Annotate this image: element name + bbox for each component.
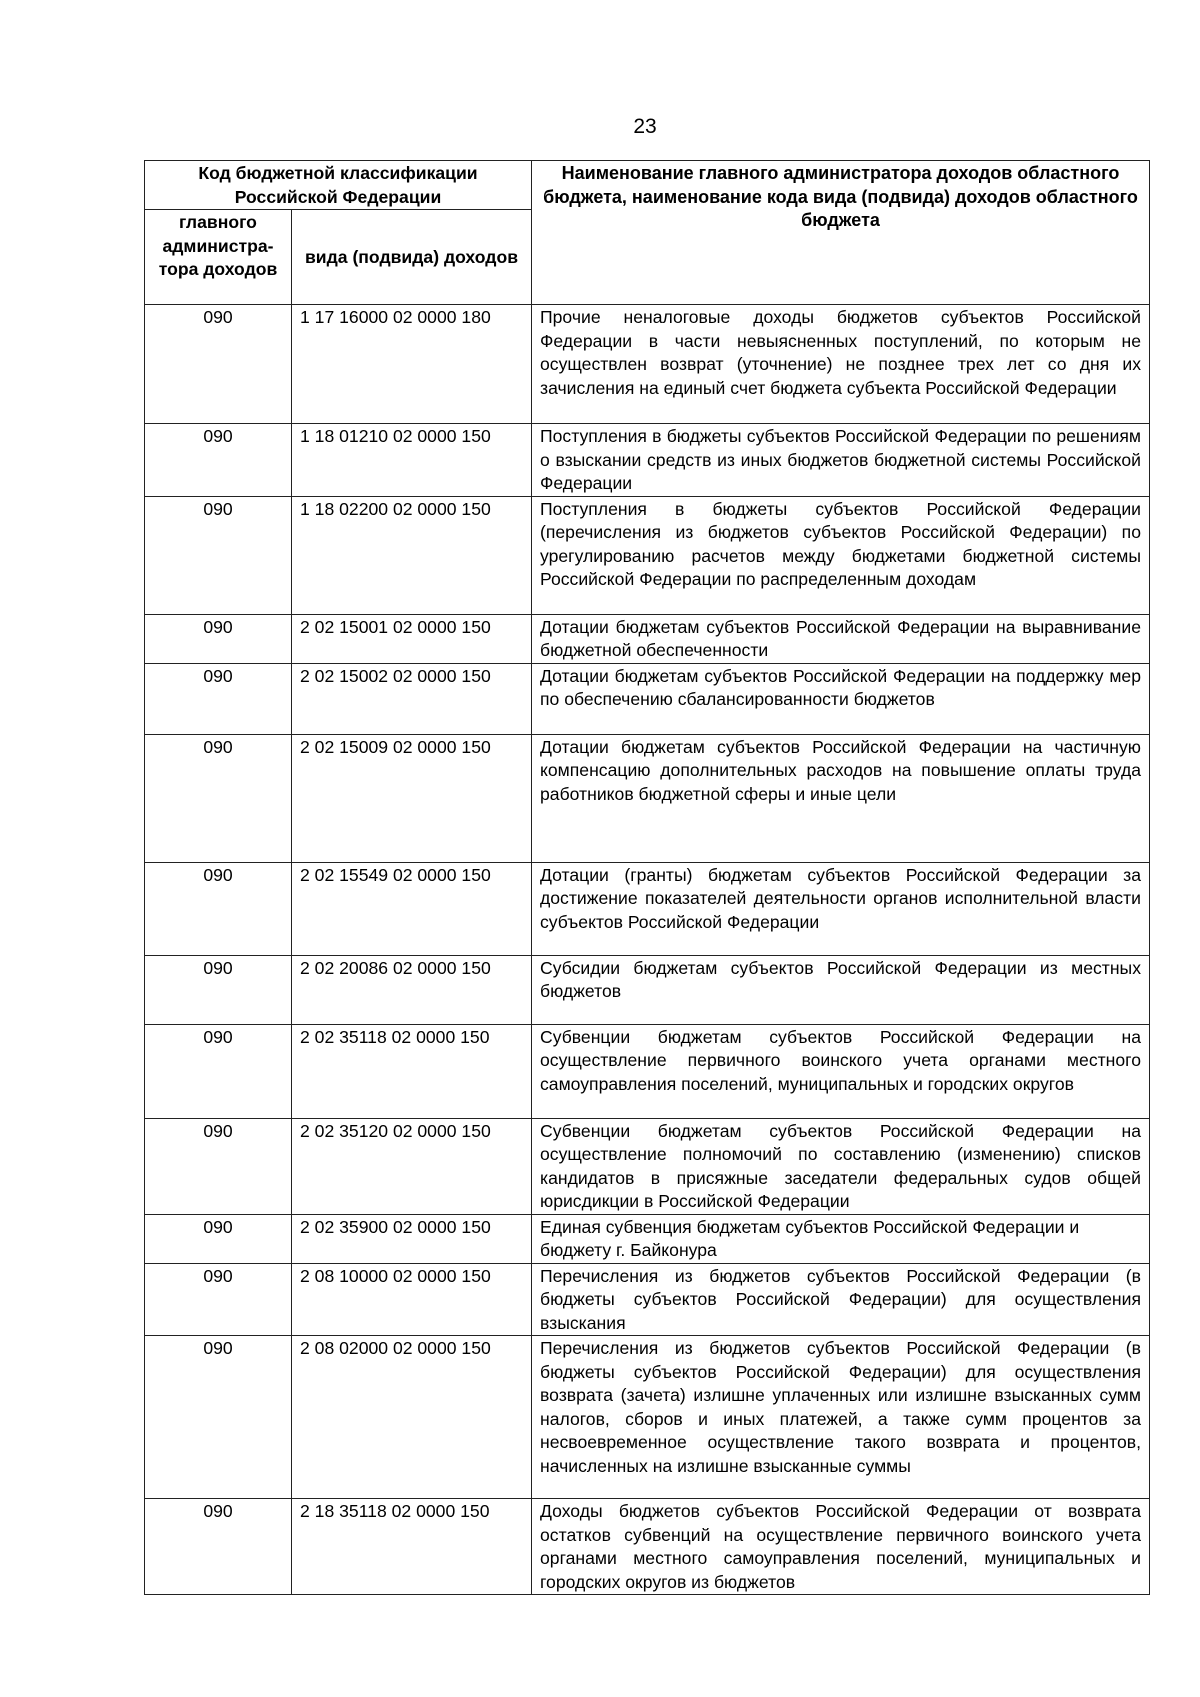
income-code-cell: 1 18 02200 02 0000 150 — [292, 496, 532, 614]
income-code-cell: 2 18 35118 02 0000 150 — [292, 1499, 532, 1595]
income-code-cell: 2 02 15002 02 0000 150 — [292, 663, 532, 734]
description-cell: Субвенции бюджетам субъектов Российской Федерации на осуществление первичного воинского учета органами местного самоуправления поселений, муниципальных и городских округов — [532, 1024, 1150, 1118]
description-cell: Поступления в бюджеты субъектов Российской Федерации по решениям о взыскании средств из иных бюджетов бюджетной системы Российской Федерации — [532, 424, 1150, 497]
header-col-name: Наименование главного администратора доходов областного бюджета, наименование кода вида (подвида) доходов областного бюджета — [532, 161, 1150, 305]
description-cell: Субсидии бюджетам субъектов Российской Федерации из местных бюджетов — [532, 955, 1150, 1024]
description-cell: Дотации бюджетам субъектов Российской Федерации на поддержку мер по обеспечению сбалансированности бюджетов — [532, 663, 1150, 734]
page-number: 23 — [633, 115, 657, 138]
income-code-cell: 2 02 15009 02 0000 150 — [292, 734, 532, 862]
table-row — [145, 734, 1150, 862]
admin-code-cell: 090 — [145, 955, 292, 1024]
table-row — [145, 862, 1150, 955]
admin-code-cell: 090 — [145, 1499, 292, 1595]
header-col-admin: главного администра-тора доходов — [145, 210, 292, 305]
table-row — [145, 1499, 1150, 1595]
income-code-cell: 2 02 15549 02 0000 150 — [292, 862, 532, 955]
income-code-cell: 2 08 10000 02 0000 150 — [292, 1263, 532, 1336]
admin-code-cell: 090 — [145, 663, 292, 734]
admin-code-cell: 090 — [145, 1024, 292, 1118]
admin-code-cell: 090 — [145, 1118, 292, 1214]
income-code-cell: 1 18 01210 02 0000 150 — [292, 424, 532, 497]
table-row — [145, 1214, 1150, 1263]
description-cell: Доходы бюджетов субъектов Российской Федерации от возврата остатков субвенций на осуществление первичного воинского учета органами местного самоуправления поселений, муниципальных и городских округов из бюджетов — [532, 1499, 1150, 1595]
table-row — [145, 1336, 1150, 1499]
description-cell: Поступления в бюджеты субъектов Российской Федерации (перечисления из бюджетов субъектов Российской Федерации) по урегулированию расчетов между бюджетами бюджетной системы Российской Федерации по распределенным доходам — [532, 496, 1150, 614]
income-code-cell: 2 02 35120 02 0000 150 — [292, 1118, 532, 1214]
header-group-title: Код бюджетной классификации Российской Федерации — [145, 161, 532, 210]
description-cell: Дотации бюджетам субъектов Российской Федерации на выравнивание бюджетной обеспеченности — [532, 614, 1150, 663]
admin-code-cell: 090 — [145, 734, 292, 862]
description-cell: Перечисления из бюджетов субъектов Российской Федерации (в бюджеты субъектов Российской Федерации) для осуществления возврата (зачета) излишне уплаченных или излишне взысканных сумм налогов, сборов и иных платежей, а также сумм процентов за несвоевременное осуществление такого возврата и процентов, начисленных на излишне взысканные суммы — [532, 1336, 1150, 1499]
admin-code-cell: 090 — [145, 862, 292, 955]
admin-code-cell: 090 — [145, 305, 292, 424]
table-row — [145, 305, 1150, 424]
table-row — [145, 955, 1150, 1024]
description-cell: Перечисления из бюджетов субъектов Российской Федерации (в бюджеты субъектов Российской Федерации) для осуществления взыскания — [532, 1263, 1150, 1336]
table-row — [145, 1263, 1150, 1336]
table-row — [145, 424, 1150, 497]
admin-code-cell: 090 — [145, 496, 292, 614]
header-col-type: вида (подвида) доходов — [292, 210, 532, 305]
income-code-cell: 2 08 02000 02 0000 150 — [292, 1336, 532, 1499]
admin-code-cell: 090 — [145, 424, 292, 497]
income-code-cell: 2 02 20086 02 0000 150 — [292, 955, 532, 1024]
admin-code-cell: 090 — [145, 1214, 292, 1263]
description-cell: Прочие неналоговые доходы бюджетов субъектов Российской Федерации в части невыясненных поступлений, по которым не осуществлен возврат (уточнение) не позднее трех лет со дня их зачисления на единый счет бюджета субъекта Российской Федерации — [532, 305, 1150, 424]
budget-classification-table — [144, 160, 1150, 1595]
admin-code-cell: 090 — [145, 1263, 292, 1336]
table-row — [145, 614, 1150, 663]
admin-code-cell: 090 — [145, 1336, 292, 1499]
income-code-cell: 1 17 16000 02 0000 180 — [292, 305, 532, 424]
description-cell: Единая субвенция бюджетам субъектов Российской Федерации и бюджету г. Байконура — [532, 1214, 1150, 1263]
header-row-1 — [145, 161, 1150, 210]
table-row — [145, 1118, 1150, 1214]
income-code-cell: 2 02 35118 02 0000 150 — [292, 1024, 532, 1118]
table-row — [145, 663, 1150, 734]
income-code-cell: 2 02 35900 02 0000 150 — [292, 1214, 532, 1263]
table-row — [145, 1024, 1150, 1118]
admin-code-cell: 090 — [145, 614, 292, 663]
description-cell: Субвенции бюджетам субъектов Российской Федерации на осуществление полномочий по составлению (изменению) списков кандидатов в присяжные заседатели федеральных судов общей юрисдикции в Российской Федерации — [532, 1118, 1150, 1214]
table-row — [145, 496, 1150, 614]
income-code-cell: 2 02 15001 02 0000 150 — [292, 614, 532, 663]
description-cell: Дотации (гранты) бюджетам субъектов Российской Федерации за достижение показателей деятельности органов исполнительной власти субъектов Российской Федерации — [532, 862, 1150, 955]
description-cell: Дотации бюджетам субъектов Российской Федерации на частичную компенсацию дополнительных расходов на повышение оплаты труда работников бюджетной сферы и иные цели — [532, 734, 1150, 862]
